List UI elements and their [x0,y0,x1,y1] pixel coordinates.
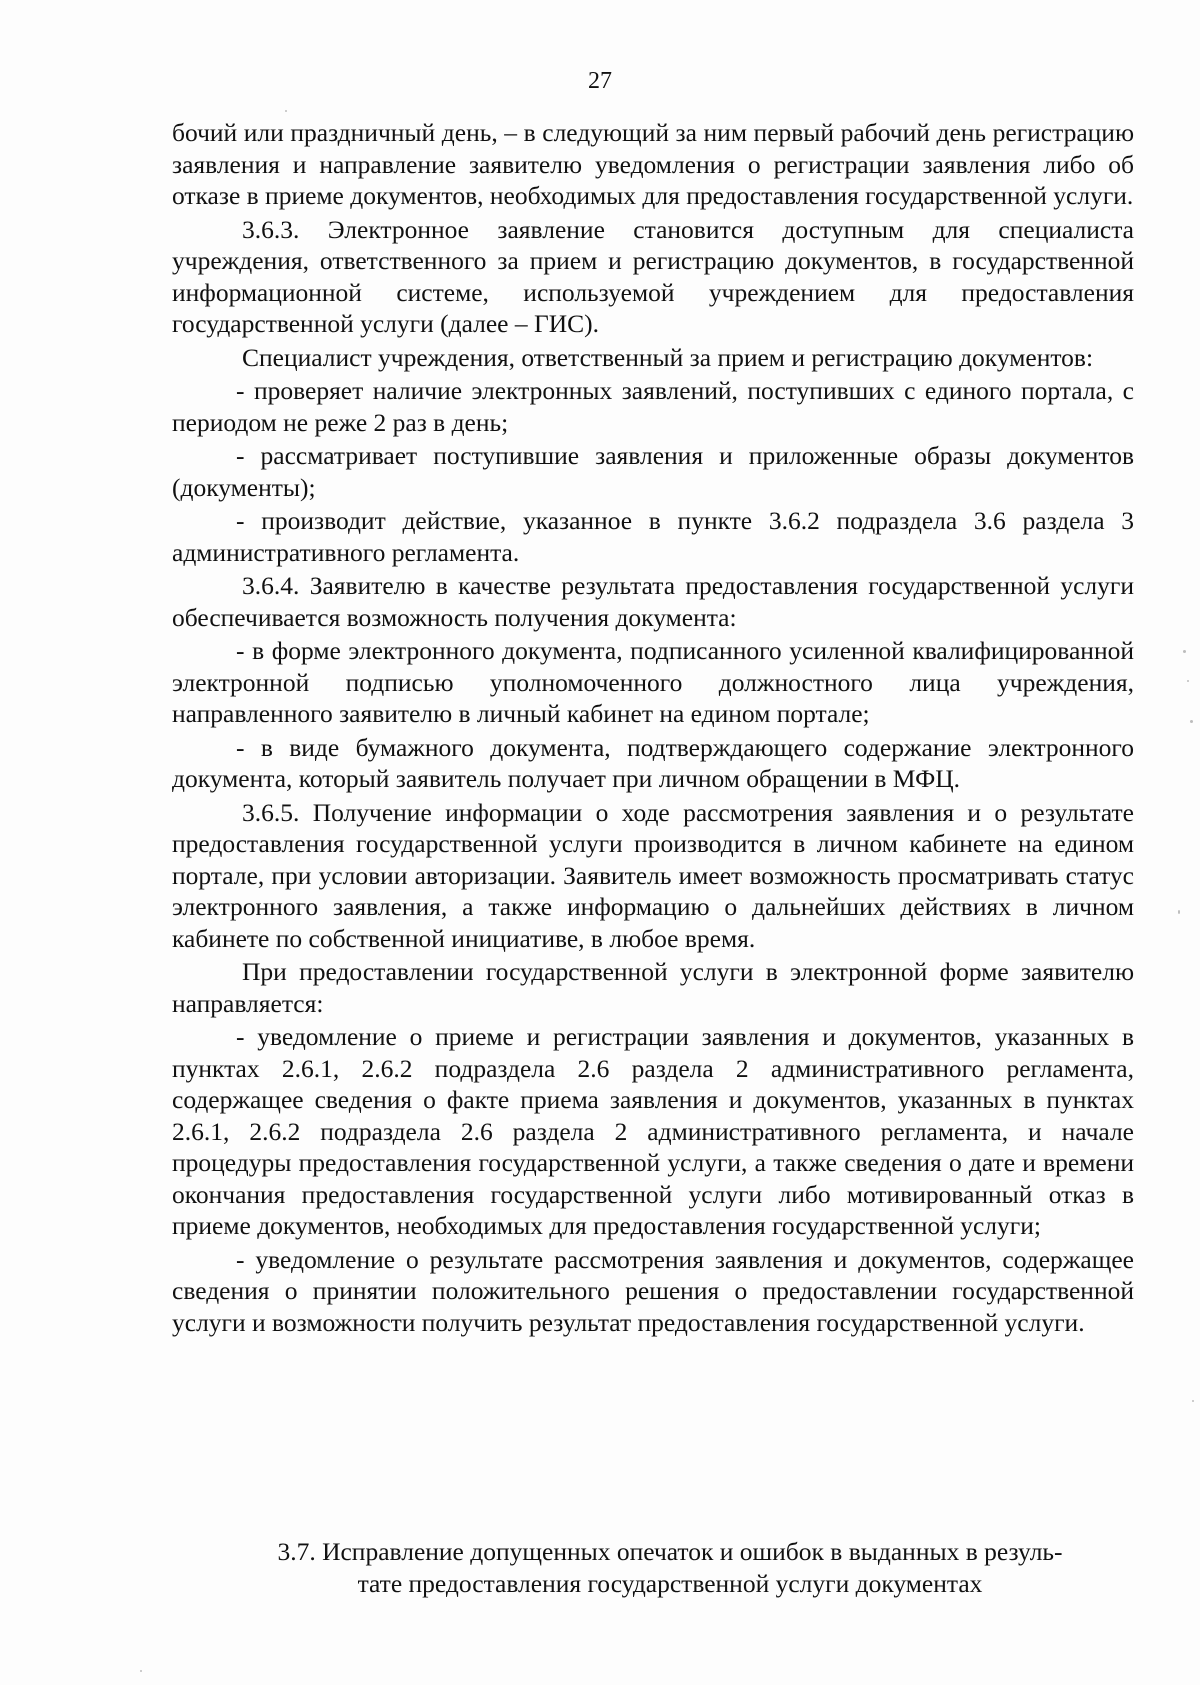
section-heading-3-7 [220,1536,1120,1599]
body-text [172,117,1134,1340]
paragraph-specialist: Специалист учреждения, ответственный за прием и регистрацию документов: [242,342,1094,372]
section-heading-line-1: 3.7. Исправление допущенных опечаток и ошибок в выданных в резуль- [277,1537,1063,1566]
scan-speck [285,110,287,112]
list-item-result-notification: - уведомление о результате рассмотрения заявления и документов, содержащее сведения о принятии положительного решения о предоставлении государственной услуги и возможности получить результат предоставления государственной услуги. [172,1244,1134,1337]
list-item-paper-document: - в виде бумажного документа, подтверждающего содержание электронного документа, который заявитель получает при личном обращении в МФЦ. [172,732,1134,793]
paragraph-3-6-3: 3.6.3. Электронное заявление становится доступным для специалиста учреждения, ответственного за прием и регистрацию документов, в государственной информационной системе, используемой учреждением для предоставления государственной услуги (далее – ГИС). [172,214,1134,338]
list-item-performs-action: - производит действие, указанное в пункте 3.6.2 подраздела 3.6 раздела 3 административного регламента. [172,506,1134,567]
list-item-electronic-document: - в форме электронного документа, подписанного усиленной квалифицированной электронной подписью уполномоченного должностного лица учреждения, направленного заявителю в личный кабинет на едином портале; [172,636,1134,728]
scan-speck [1190,720,1193,723]
paragraph-3-6-5: 3.6.5. Получение информации о ходе рассмотрения заявления и о результате предоставления государственной услуги производится в личном кабинете на едином портале, при условии авторизации. Заявитель имеет возможность просматривать статус электронного заявления, а также информацию о дальнейших действиях в личном кабинете по собственной инициативе, в любое время. [172,797,1134,953]
paragraph-continuation: бочий или праздничный день, – в следующий за ним первый рабочий день регистрацию заявления и направление заявителю уведомления о регистрации заявления либо об отказе в приеме документов, необходимых для предоставления государственной услуги. [172,118,1134,210]
list-item-checks-applications: - проверяет наличие электронных заявлений, поступивших с единого портала, с периодом не реже 2 раз в день; [172,376,1134,437]
scan-speck [1178,910,1180,914]
page-number: 27 [588,68,612,94]
list-item-reviews-applications: - рассматривает поступившие заявления и приложенные образы документов (документы); [172,441,1134,502]
scan-speck [1187,680,1189,682]
scan-speck [1183,650,1186,653]
paragraph-electronic-form: При предоставлении государственной услуги в электронной форме заявителю направляется: [172,957,1134,1018]
section-heading-line-2: тате предоставления государственной услуги документах [357,1568,983,1598]
list-item-receipt-notification: - уведомление о приеме и регистрации заявления и документов, указанных в пунктах 2.6.1, 2.6.2 подраздела 2.6 раздела 2 административного регламента, содержащее сведения о факте приема заявления и документов, указанных в пунктах 2.6.1, 2.6.2 подраздела 2.6 раздела 2 административного регламента, и начале процедуры предоставления государственной услуги, а также сведения о дате и времени окончания предоставления государственной услуги либо мотивированный отказ в приеме документов, необходимых для предоставления государственной услуги; [172,1022,1134,1240]
scan-speck [140,1670,142,1672]
scan-speck [1192,1400,1194,1402]
paragraph-3-6-4: 3.6.4. Заявителю в качестве результата предоставления государственной услуги обеспечивается возможность получения документа: [172,571,1134,632]
